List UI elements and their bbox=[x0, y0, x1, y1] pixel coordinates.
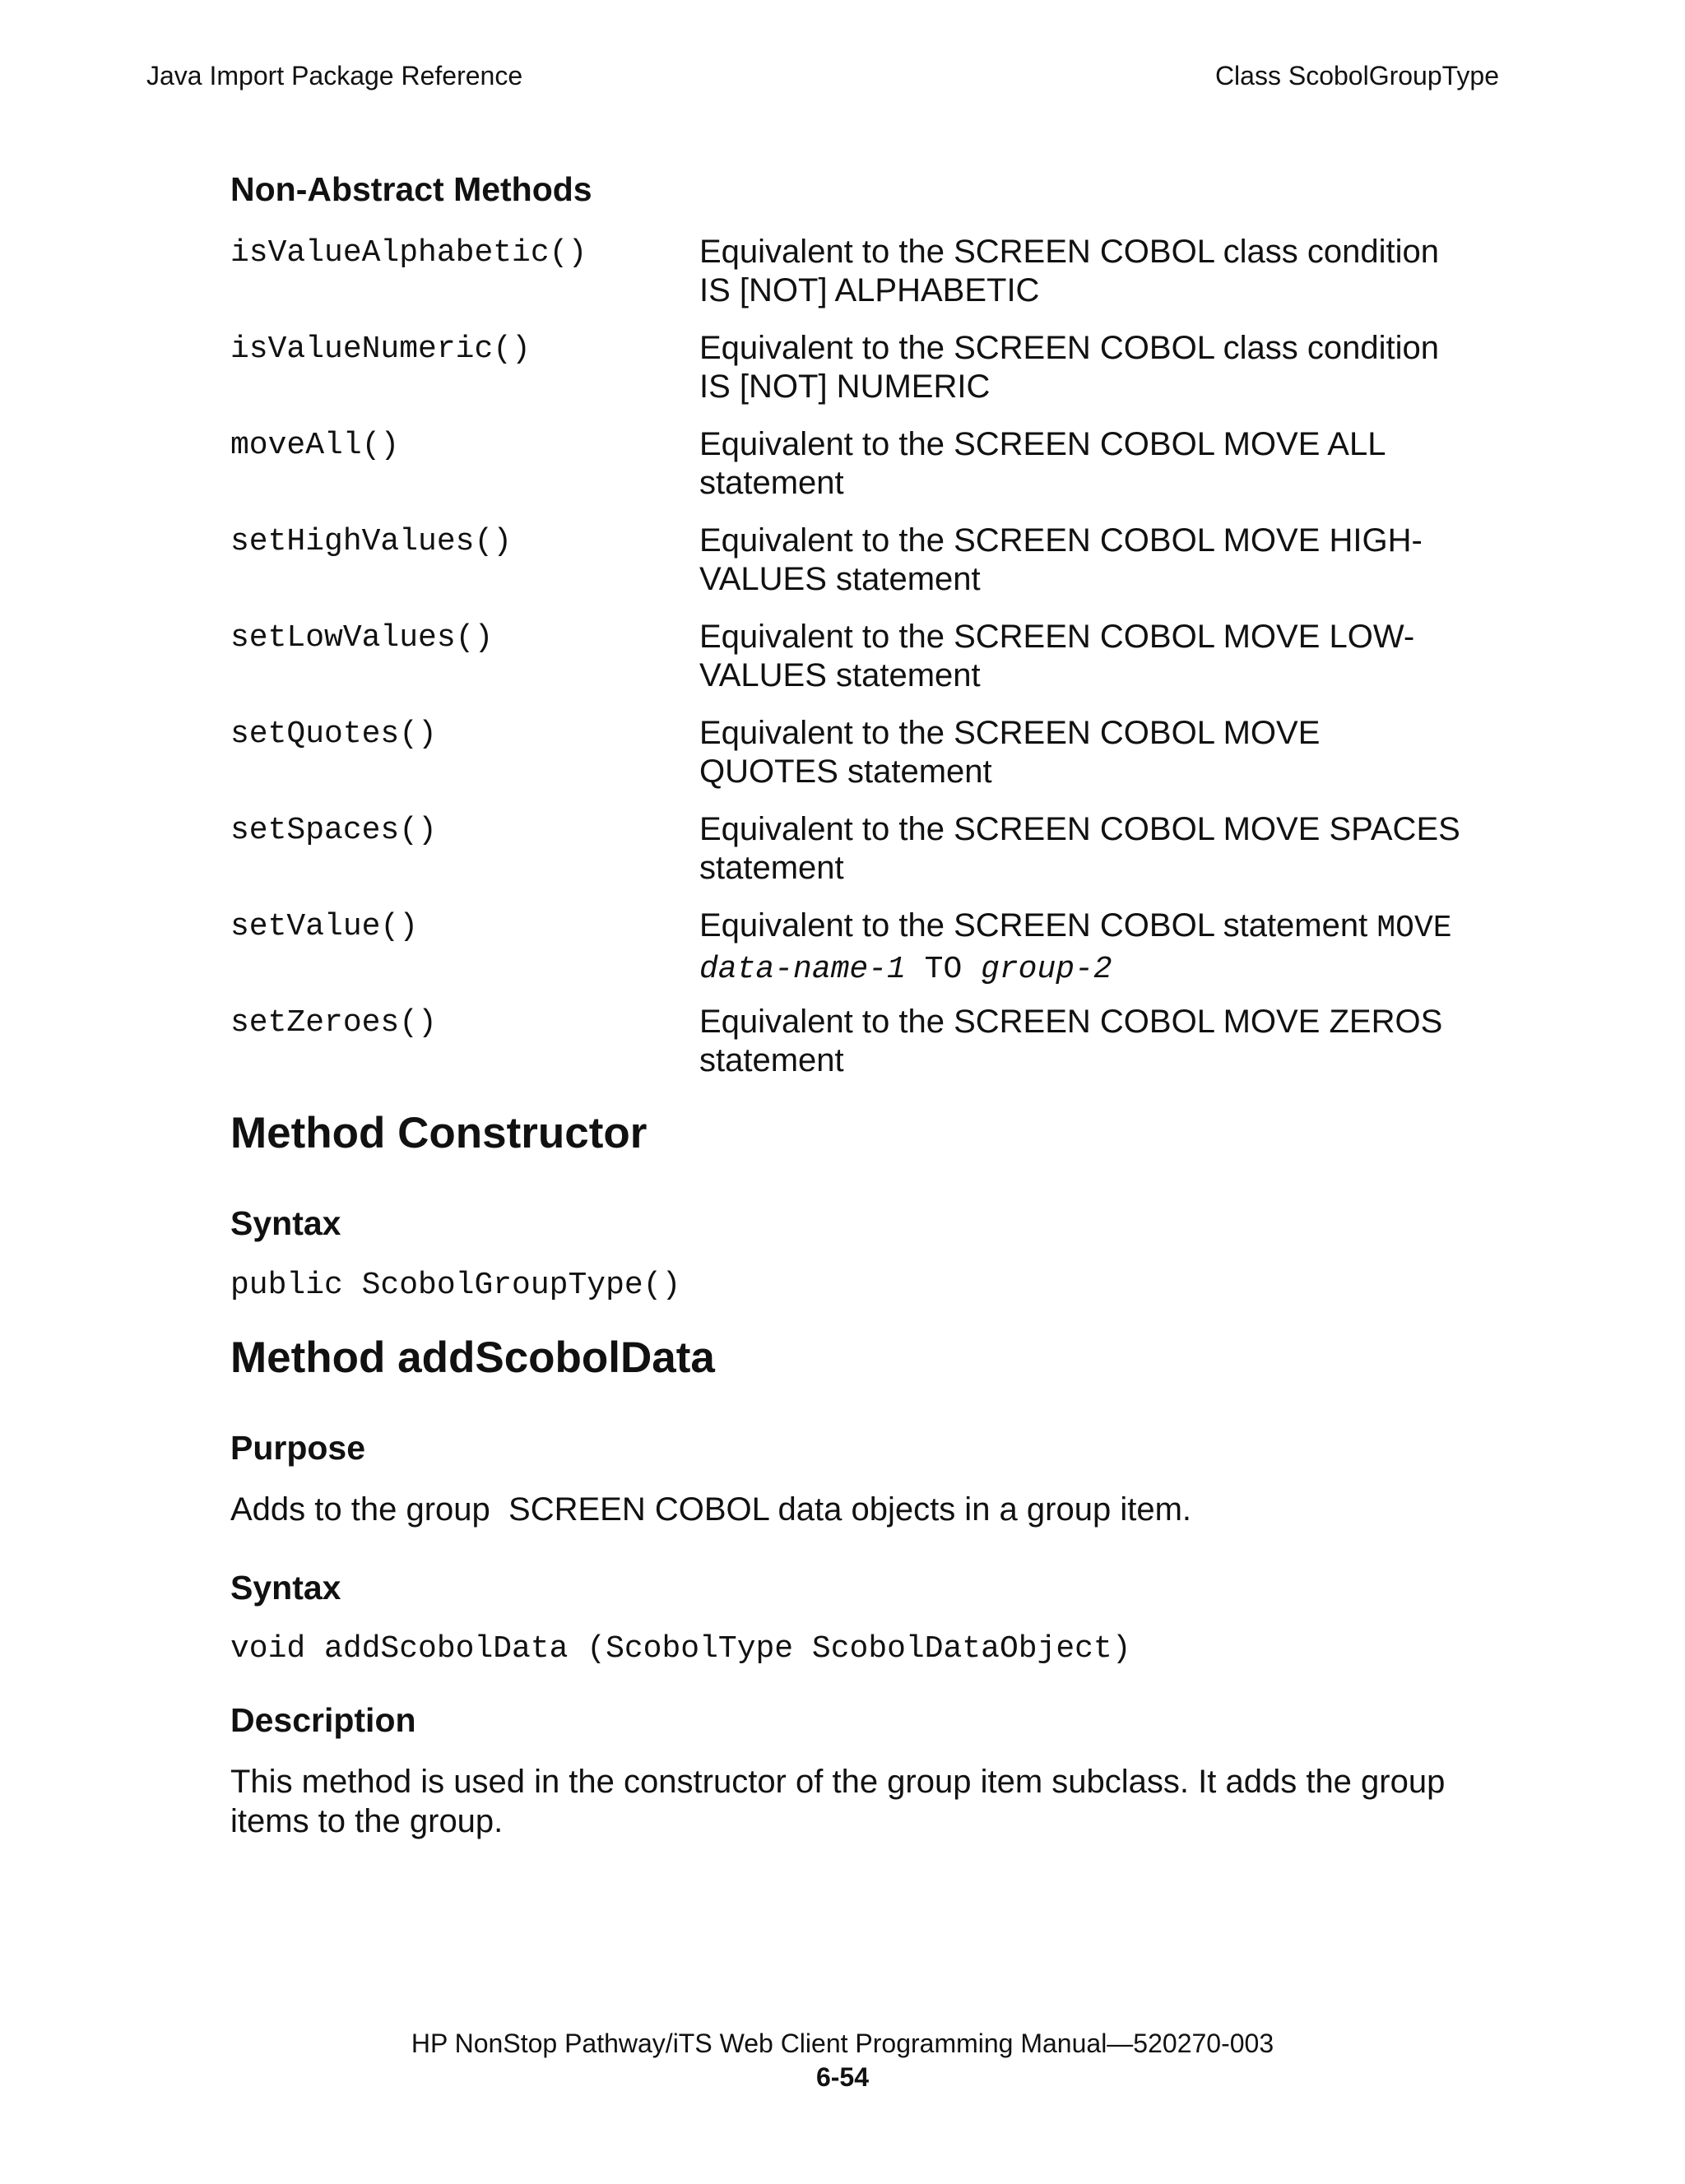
method-name: moveAll() bbox=[230, 428, 400, 463]
description-line: QUOTES statement bbox=[699, 754, 992, 790]
description-line bbox=[699, 948, 1465, 989]
description-line: Equivalent to the SCREEN COBOL MOVE bbox=[699, 715, 1321, 751]
method-name: setZeroes() bbox=[230, 1005, 437, 1041]
purpose-text: Adds to the group SCREEN COBOL data objects in a group item. bbox=[230, 1491, 1192, 1528]
code-keyword-to: TO bbox=[905, 952, 982, 987]
methods-table bbox=[230, 233, 1465, 1099]
non-abstract-methods-heading: Non-Abstract Methods bbox=[230, 170, 592, 208]
method-name: setHighValues() bbox=[230, 524, 513, 559]
method-description bbox=[699, 714, 1465, 810]
description-line: Equivalent to the SCREEN COBOL MOVE ZEROS bbox=[699, 1004, 1443, 1040]
method-description bbox=[699, 1003, 1465, 1099]
description-line: Equivalent to the SCREEN COBOL MOVE SPACES bbox=[699, 811, 1460, 847]
code-keyword-move: MOVE bbox=[1376, 911, 1452, 946]
method-row bbox=[230, 907, 1465, 1003]
description-line: statement bbox=[699, 1042, 844, 1078]
description-line: This method is used in the constructor of the group item subclass. It adds the group bbox=[230, 1764, 1446, 1800]
page-number: 6-54 bbox=[815, 2062, 870, 2092]
method-description bbox=[699, 522, 1465, 618]
footer-manual-title: HP NonStop Pathway/iTS Web Client Programming Manual—520270-003 bbox=[411, 2029, 1274, 2058]
method-name: isValueNumeric() bbox=[230, 332, 531, 367]
description-line: Equivalent to the SCREEN COBOL class condition bbox=[699, 330, 1439, 366]
method-row bbox=[230, 714, 1465, 810]
constructor-syntax-code: public ScobolGroupType() bbox=[230, 1268, 681, 1303]
description-line: items to the group. bbox=[230, 1803, 504, 1839]
method-row bbox=[230, 425, 1465, 522]
description-line: Equivalent to the SCREEN COBOL class condition bbox=[699, 234, 1439, 270]
method-name: setLowValues() bbox=[230, 620, 494, 656]
running-header-left: Java Import Package Reference bbox=[146, 61, 523, 90]
description-line: statement bbox=[699, 465, 844, 501]
method-name: setValue() bbox=[230, 909, 419, 944]
description-line: Equivalent to the SCREEN COBOL MOVE ALL bbox=[699, 426, 1386, 462]
description-line: VALUES statement bbox=[699, 561, 981, 597]
method-description bbox=[699, 329, 1465, 425]
running-header-right: Class ScobolGroupType bbox=[1214, 61, 1499, 90]
description-heading: Description bbox=[230, 1701, 416, 1739]
method-description bbox=[699, 810, 1465, 907]
constructor-syntax-heading: Syntax bbox=[230, 1204, 341, 1242]
description-line bbox=[699, 907, 1465, 948]
code-placeholder-data-name: data-name-1 bbox=[699, 952, 906, 987]
method-row bbox=[230, 618, 1465, 714]
method-row bbox=[230, 810, 1465, 907]
purpose-heading: Purpose bbox=[230, 1429, 366, 1467]
method-name: setQuotes() bbox=[230, 716, 437, 752]
method-name: isValueAlphabetic() bbox=[230, 235, 587, 271]
method-description bbox=[699, 425, 1465, 522]
method-row bbox=[230, 522, 1465, 618]
method-description bbox=[699, 907, 1465, 1003]
method-row bbox=[230, 329, 1465, 425]
method-description bbox=[699, 618, 1465, 714]
method-addscoboldata-title: Method addScobolData bbox=[230, 1333, 715, 1382]
method-name: setSpaces() bbox=[230, 813, 437, 848]
method-description bbox=[699, 233, 1465, 329]
description-text bbox=[230, 1762, 1465, 1841]
addscoboldata-syntax-heading: Syntax bbox=[230, 1569, 341, 1607]
method-row bbox=[230, 233, 1465, 329]
description-line: Equivalent to the SCREEN COBOL MOVE HIGH- bbox=[699, 522, 1423, 559]
method-row bbox=[230, 1003, 1465, 1099]
description-line: IS [NOT] NUMERIC bbox=[699, 369, 991, 405]
code-placeholder-group: group-2 bbox=[981, 952, 1112, 987]
description-line: IS [NOT] ALPHABETIC bbox=[699, 272, 1040, 308]
description-line: Equivalent to the SCREEN COBOL MOVE LOW- bbox=[699, 619, 1415, 655]
description-line: VALUES statement bbox=[699, 657, 981, 693]
addscoboldata-syntax-code: void addScobolData (ScobolType ScobolDataObject) bbox=[230, 1631, 1131, 1667]
description-text: Equivalent to the SCREEN COBOL statement bbox=[699, 907, 1377, 944]
method-constructor-title: Method Constructor bbox=[230, 1109, 648, 1157]
description-line: statement bbox=[699, 850, 844, 886]
